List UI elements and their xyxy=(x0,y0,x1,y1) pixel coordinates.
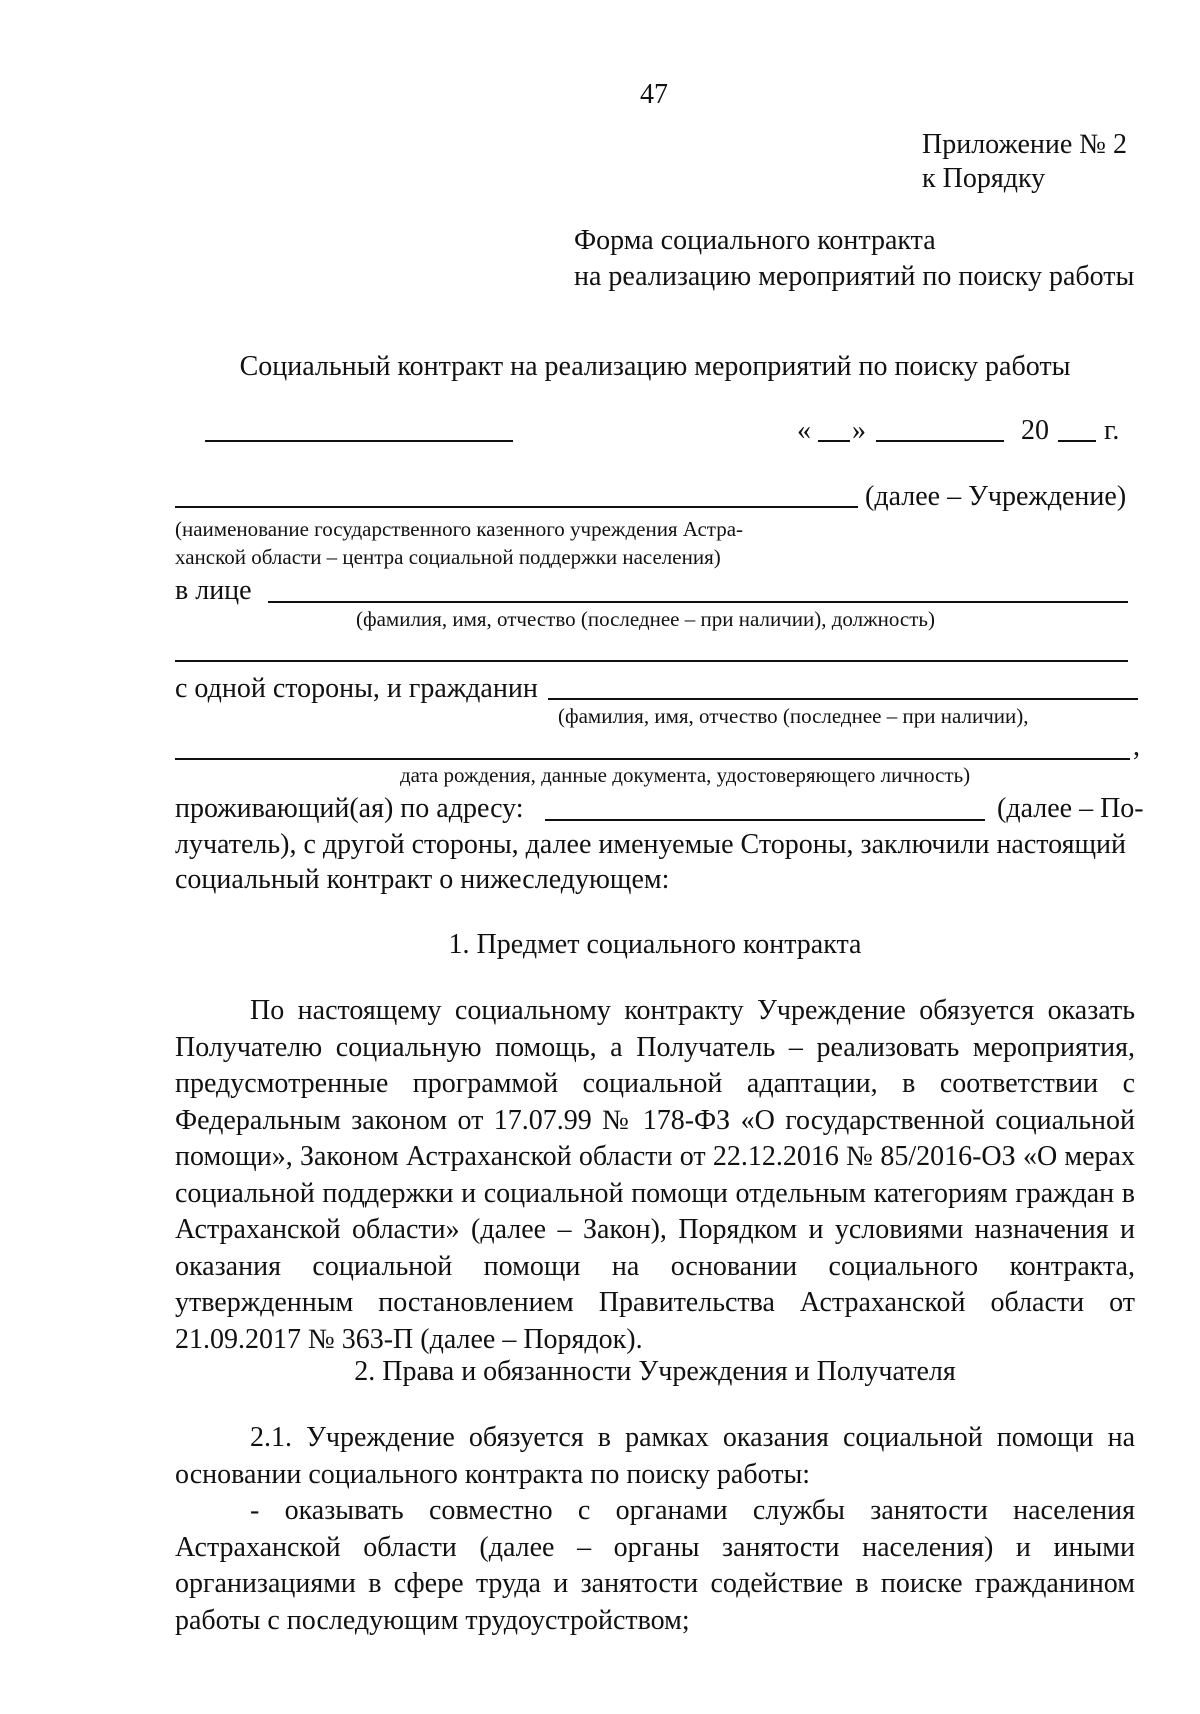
citizen-caption: (фамилия, имя, отчество (последнее – при наличии), xyxy=(558,704,1029,728)
address-line-2: лучатель), с другой стороны, далее именуемые Стороны, заключили настоящий xyxy=(175,829,1127,860)
place-blank xyxy=(205,440,513,442)
address-line-3: социальный контракт о нижеследующем: xyxy=(175,864,670,895)
form-title-line-2: на реализацию мероприятий по поиску работы xyxy=(574,261,1135,292)
appendix-line-1: Приложение № 2 xyxy=(922,129,1127,160)
citizen-comma: , xyxy=(1133,731,1140,762)
citizen-blank-2 xyxy=(175,758,1130,760)
citizen-caption-2: дата рождения, данные документа, удостоверяющего личность) xyxy=(400,763,971,787)
represented-by-caption: (фамилия, имя, отчество (последнее – при наличии), должность) xyxy=(356,607,935,631)
clause-2-1-bullet-1: - оказывать совместно с органами службы занятости населения Астраханской области (далее – органы занятости населения) и иными организациями в сфере труда и занятости содействие в поиске гражданином работы с последующим трудоустройством; xyxy=(175,1495,1135,1636)
institution-blank xyxy=(175,506,858,508)
represented-by-blank-2 xyxy=(175,660,1128,662)
form-title-line-1: Форма социального контракта xyxy=(574,225,936,256)
appendix-line-2: к Порядку xyxy=(922,163,1046,194)
address-suffix: (далее – По- xyxy=(997,793,1144,824)
day-blank xyxy=(818,440,850,442)
date-close-quote: » xyxy=(852,415,866,446)
page-number: 47 xyxy=(640,79,668,110)
date-open-quote: « xyxy=(797,415,811,446)
institution-suffix: (далее – Учреждение) xyxy=(865,481,1127,512)
year-suffix: г. xyxy=(1104,415,1120,446)
section-2-heading: 2. Права и обязанности Учреждения и Получателя xyxy=(354,1356,956,1387)
citizen-label: с одной стороны, и гражданин xyxy=(175,673,538,704)
clause-2-1: 2.1. Учреждение обязуется в рамках оказания социальной помощи на основании социального контракта по поиску работы: xyxy=(175,1422,1135,1490)
represented-by-label: в лице xyxy=(175,575,252,606)
section-1-paragraph: По настоящему социальному контракту Учреждение обязуется оказать Получателю социальную помощь, а Получатель – реализовать мероприятия, предусмотренные программой социальной адаптации, в соответствии с Федеральным законом от 17.07.99 № 178-ФЗ «О государственной социальной помощи», Законом Астраханской области от 22.12.2016 № 85/2016-ОЗ «О мерах социальной поддержки и социальной помощи отдельным категориям граждан в Астраханской области» (далее – Закон), Порядком и условиями назначения и оказания социальной помощи на основании социального контракта, утвержденным постановлением Правительства Астраханской области от 21.09.2017 № 363-П (далее – Порядок). xyxy=(175,995,1135,1355)
section-1-heading: 1. Предмет социального контракта xyxy=(448,929,862,960)
year-prefix: 20 xyxy=(1021,415,1049,446)
contract-title: Социальный контракт на реализацию мероприятий по поиску работы xyxy=(239,351,1071,382)
year-blank xyxy=(1058,440,1096,442)
institution-caption-line-2: ханской области – центра социальной поддержки населения) xyxy=(175,545,721,569)
represented-by-blank xyxy=(268,601,1128,603)
citizen-blank xyxy=(548,698,1138,700)
institution-caption-line-1: (наименование государственного казенного учреждения Астра- xyxy=(175,517,744,541)
address-blank xyxy=(545,819,985,821)
month-blank xyxy=(876,440,1004,442)
address-label: проживающий(ая) по адресу: xyxy=(175,793,524,824)
